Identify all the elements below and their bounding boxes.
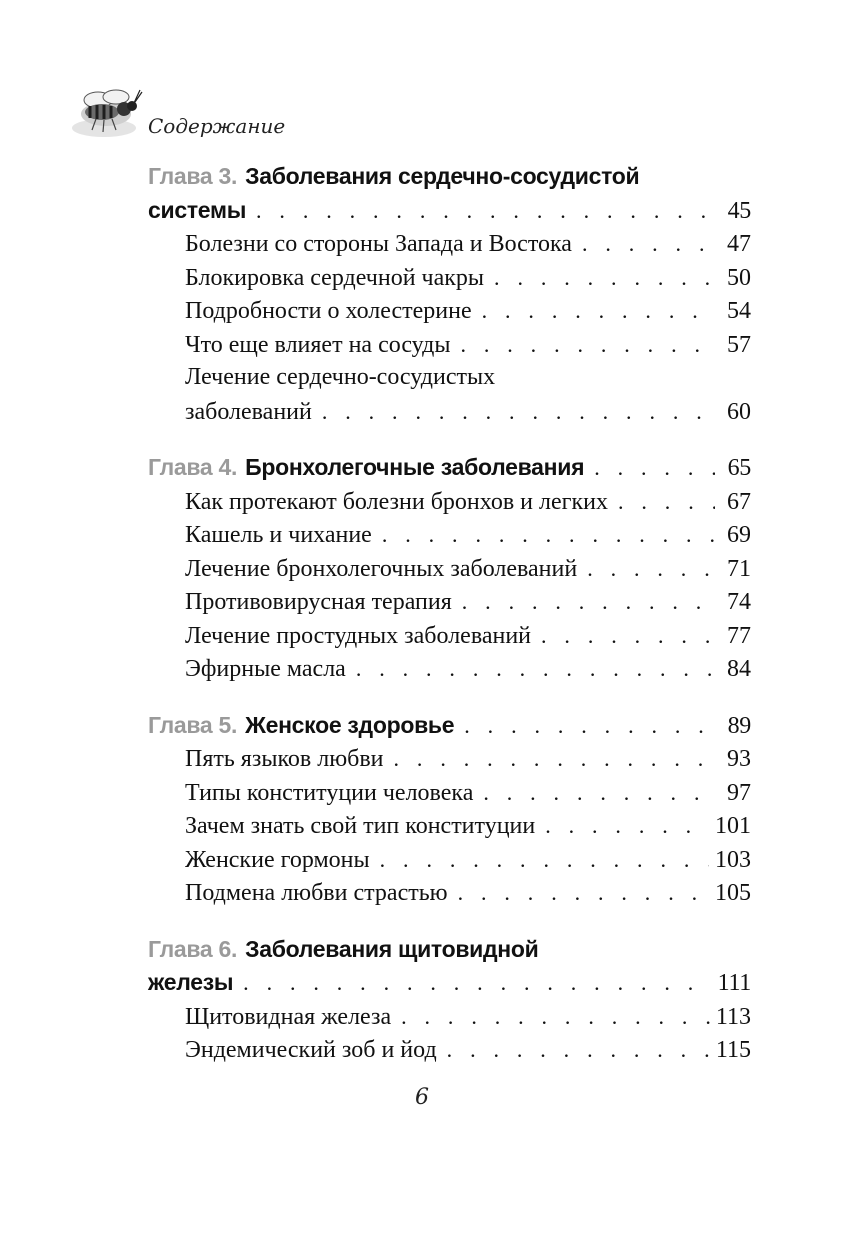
entry-title: Кашель и чихание: [185, 522, 372, 548]
chapter-title: Заболевания щитовидной: [245, 935, 539, 962]
dot-leader: [594, 451, 715, 485]
entry-title: Противовирусная терапия: [185, 589, 452, 615]
dot-leader: [587, 552, 715, 586]
entry-title: Эфирные масла: [185, 656, 346, 682]
page-number: 84: [727, 656, 751, 682]
toc-entry[interactable]: [148, 227, 751, 261]
page-number: 77: [727, 622, 751, 649]
page-number: 47: [727, 231, 751, 257]
dot-leader: [482, 294, 715, 328]
table-of-contents: [148, 160, 751, 1090]
chapter-heading[interactable]: [148, 709, 751, 743]
chapter-title: Бронхолегочные заболевания: [245, 454, 585, 480]
dot-leader: [322, 395, 715, 429]
chapter-5: [148, 709, 751, 910]
page-number: 69: [727, 522, 751, 548]
bee-icon: [70, 84, 146, 142]
entry-title: Зачем знать свой тип конституции: [185, 813, 536, 839]
chapter-3: [148, 160, 751, 428]
dot-leader: [447, 1033, 710, 1067]
dot-leader: [462, 585, 715, 619]
page-number: 65: [727, 455, 751, 481]
page-number: 101: [715, 813, 751, 839]
page-number: 97: [727, 779, 751, 806]
page-number: 74: [727, 589, 751, 615]
page-number: 93: [727, 746, 751, 772]
page-number: 115: [715, 1037, 751, 1063]
chapter-title: Заболевания сердечно-сосудистой: [245, 163, 640, 189]
dot-leader: [382, 518, 715, 552]
chapter-label: Глава 3.: [148, 163, 238, 189]
page-number: 89: [727, 712, 751, 739]
entry-title: Пять языков любви: [185, 746, 384, 772]
page-number: 113: [715, 1003, 751, 1030]
toc-entry[interactable]: [148, 776, 751, 810]
toc-entry[interactable]: [148, 843, 751, 877]
page-number: 50: [727, 264, 751, 291]
dot-leader: [460, 328, 715, 362]
chapter-heading[interactable]: [148, 451, 751, 485]
dot-leader: [394, 742, 715, 776]
dot-leader: [356, 652, 715, 686]
page-number: 67: [727, 488, 751, 515]
chapter-heading-continued[interactable]: [148, 194, 751, 228]
entry-title: Женские гормоны: [185, 846, 370, 873]
toc-entry[interactable]: [148, 809, 751, 843]
entry-title: Лечение сердечно-сосудистых: [185, 364, 496, 390]
entry-title: Блокировка сердечной чакры: [185, 264, 485, 291]
entry-title: Типы конституции человека: [185, 779, 474, 806]
chapter-heading[interactable]: [148, 933, 751, 967]
chapter-4: [148, 451, 751, 686]
entry-title: Как протекают болезни бронхов и легких: [185, 488, 608, 515]
toc-entry[interactable]: [148, 1000, 751, 1034]
toc-entry[interactable]: [148, 1033, 751, 1067]
toc-entry[interactable]: [148, 361, 751, 395]
dot-leader: [541, 619, 715, 653]
toc-entry[interactable]: [148, 552, 751, 586]
chapter-label: Глава 6.: [148, 935, 238, 962]
chapter-title-continued: железы: [148, 969, 234, 995]
running-title: Содержание: [148, 114, 286, 138]
chapter-title-continued: системы: [148, 196, 247, 223]
dot-leader: [618, 485, 715, 519]
toc-entry-continued[interactable]: [148, 395, 751, 429]
toc-entry[interactable]: [148, 742, 751, 776]
toc-entry[interactable]: [148, 652, 751, 686]
entry-title: Подробности о холестерине: [185, 298, 472, 324]
chapter-title: Женское здоровье: [245, 711, 455, 738]
entry-title-continued: заболеваний: [185, 398, 312, 425]
page-number: 60: [727, 398, 751, 425]
page-number: 57: [727, 331, 751, 358]
running-header: [70, 84, 370, 144]
chapter-label: Глава 4.: [148, 454, 238, 480]
toc-entry[interactable]: [148, 485, 751, 519]
dot-leader: [380, 843, 709, 877]
page-number: 45: [727, 197, 751, 224]
dot-leader: [401, 1000, 710, 1034]
dot-leader: [545, 809, 709, 843]
page-number: 105: [715, 880, 751, 906]
page-number: 103: [715, 846, 751, 873]
toc-entry[interactable]: [148, 294, 751, 328]
chapter-label: Глава 5.: [148, 711, 238, 738]
toc-entry[interactable]: [148, 261, 751, 295]
dot-leader: [494, 261, 715, 295]
toc-entry[interactable]: [148, 876, 751, 910]
dot-leader: [582, 227, 715, 261]
toc-entry[interactable]: [148, 328, 751, 362]
entry-title: Щитовидная железа: [185, 1003, 392, 1030]
page-number: 54: [727, 298, 751, 324]
page-number-footer: 6: [415, 1085, 429, 1110]
entry-title: Подмена любви страстью: [185, 880, 448, 906]
entry-title: Болезни со стороны Запада и Востока: [185, 231, 572, 257]
entry-title: Лечение простудных заболеваний: [185, 622, 532, 649]
chapter-heading[interactable]: [148, 160, 751, 194]
chapter-heading-continued[interactable]: [148, 966, 751, 1000]
dot-leader: [483, 776, 715, 810]
dot-leader: [256, 194, 715, 228]
dot-leader: [243, 966, 712, 1000]
page-number: 111: [717, 970, 751, 996]
chapter-6: [148, 933, 751, 1067]
entry-title: Лечение бронхолегочных заболеваний: [185, 555, 578, 582]
page-number: 71: [727, 555, 751, 582]
dot-leader: [458, 876, 709, 910]
toc-entry[interactable]: [148, 518, 751, 552]
dot-leader: [464, 709, 715, 743]
toc-entry[interactable]: [148, 585, 751, 619]
entry-title: Эндемический зоб и йод: [185, 1037, 437, 1063]
entry-title: Что еще влияет на сосуды: [185, 331, 451, 358]
toc-entry[interactable]: [148, 619, 751, 653]
